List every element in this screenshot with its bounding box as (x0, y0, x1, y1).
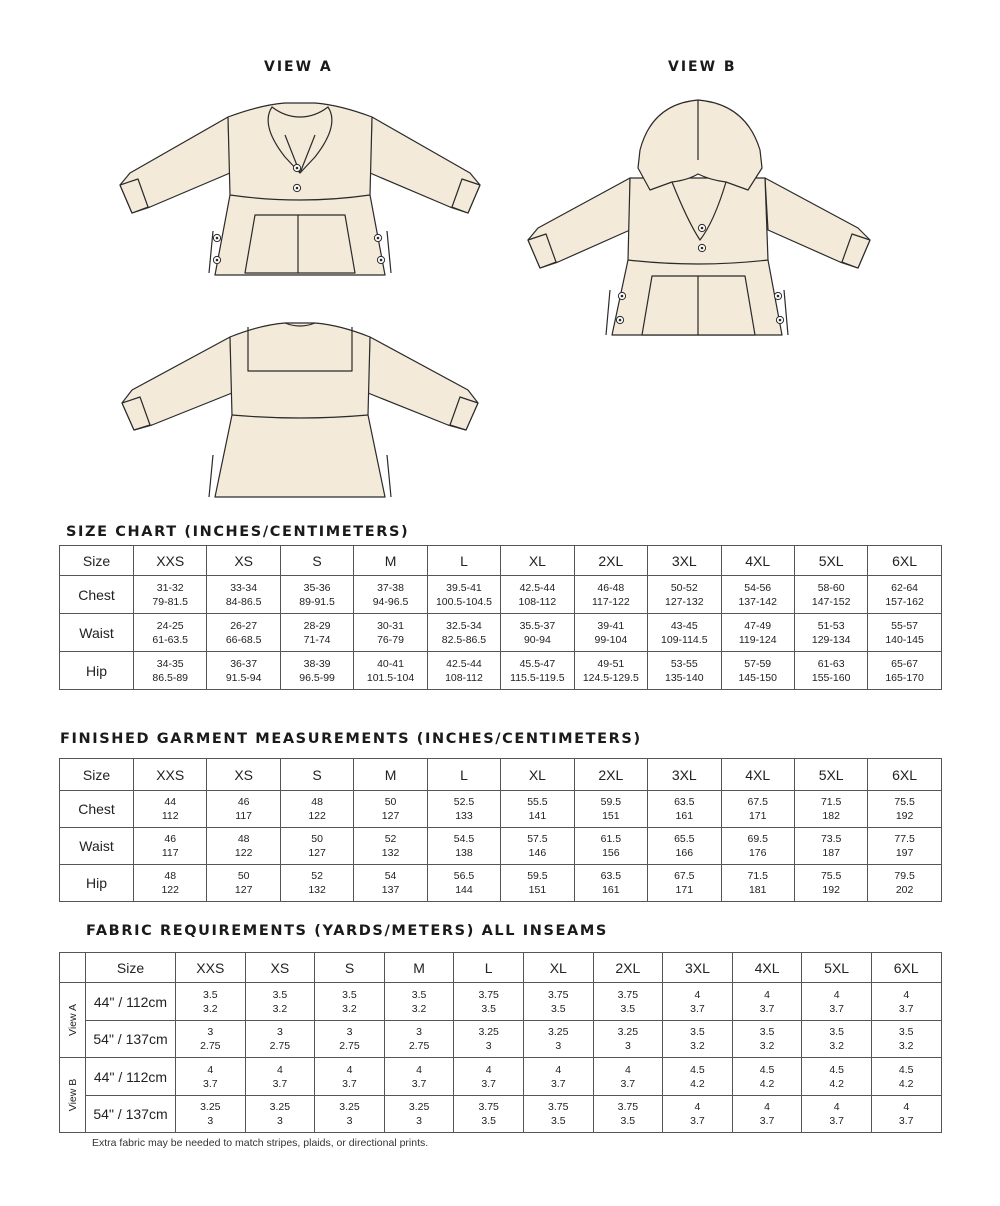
fabric-cell: 4 3.7 (384, 1058, 454, 1096)
size-cell: 45.5-47 115.5-119.5 (501, 652, 574, 690)
fabric-cell: 4 3.7 (871, 983, 941, 1021)
size-cell: 44 112 (134, 791, 207, 828)
size-s-header: S (315, 953, 385, 983)
fabric-row-view-b-44 (60, 1058, 942, 1096)
size-cell: 24-25 61-63.5 (134, 614, 207, 652)
finished-title: FINISHED GARMENT MEASUREMENTS (INCHES/CENTIMETERS) (60, 731, 642, 747)
view-a-label: VIEW A (264, 59, 333, 75)
size-cell: 50 127 (280, 828, 353, 865)
fabric-cell: 4 3.7 (802, 983, 872, 1021)
fabric-cell: 4 3.7 (802, 1096, 872, 1133)
row-label: 54" / 137cm (86, 1021, 176, 1058)
fabric-cell: 3.5 3.2 (732, 1021, 802, 1058)
fabric-footnote: Extra fabric may be needed to match stripes, plaids, or directional prints. (92, 1137, 429, 1149)
fabric-row-view-b-54 (60, 1096, 942, 1133)
size-chart-title: SIZE CHART (INCHES/CENTIMETERS) (66, 524, 410, 540)
fabric-corner-cell (60, 953, 86, 983)
row-label: Waist (60, 828, 134, 865)
size-cell: 50 127 (207, 865, 280, 902)
fabric-cell: 3.25 3 (593, 1021, 663, 1058)
size-cell: 35-36 89-91.5 (280, 576, 353, 614)
fabric-cell: 3 2.75 (315, 1021, 385, 1058)
size-cell: 28-29 71-74 (280, 614, 353, 652)
fabric-cell: 4 3.7 (454, 1058, 524, 1096)
fabric-cell: 3.25 3 (176, 1096, 246, 1133)
size-xxs-header: XXS (134, 759, 207, 791)
fabric-cell: 3.25 3 (454, 1021, 524, 1058)
size-cell: 56.5 144 (427, 865, 500, 902)
size-cell: 55.5 141 (501, 791, 574, 828)
finished-header-row (60, 759, 942, 791)
size-chart-header-row (60, 546, 942, 576)
size-5xl-header: 5XL (794, 759, 867, 791)
size-header-label: Size (86, 953, 176, 983)
size-cell: 53-55 135-140 (648, 652, 721, 690)
size-cell: 36-37 91.5-94 (207, 652, 280, 690)
size-chart-row-hip (60, 652, 942, 690)
size-cell: 58-60 147-152 (794, 576, 867, 614)
finished-row-chest (60, 791, 942, 828)
fabric-cell: 3.25 3 (384, 1096, 454, 1133)
size-3xl-header: 3XL (663, 953, 733, 983)
finished-row-hip (60, 865, 942, 902)
size-cell: 30-31 76-79 (354, 614, 427, 652)
size-cell: 61-63 155-160 (794, 652, 867, 690)
size-cell: 54.5 138 (427, 828, 500, 865)
fabric-cell: 4 3.7 (732, 1096, 802, 1133)
fabric-header-row (60, 953, 942, 983)
row-label: Waist (60, 614, 134, 652)
size-cell: 48 122 (207, 828, 280, 865)
view-b-group-label: View B (60, 1058, 86, 1133)
size-cell: 54-56 137-142 (721, 576, 794, 614)
size-4xl-header: 4XL (732, 953, 802, 983)
finished-row-waist (60, 828, 942, 865)
size-l-header: L (427, 546, 500, 576)
fabric-cell: 3.25 3 (523, 1021, 593, 1058)
size-cell: 57-59 145-150 (721, 652, 794, 690)
fabric-cell: 4 3.7 (593, 1058, 663, 1096)
size-cell: 48 122 (280, 791, 353, 828)
size-l-header: L (427, 759, 500, 791)
size-2xl-header: 2XL (593, 953, 663, 983)
fabric-row-view-a-44 (60, 983, 942, 1021)
fabric-cell: 4 3.7 (315, 1058, 385, 1096)
size-cell: 69.5 176 (721, 828, 794, 865)
fabric-cell: 3.75 3.5 (593, 1096, 663, 1133)
size-cell: 42.5-44 108-112 (501, 576, 574, 614)
size-cell: 65-67 165-170 (868, 652, 941, 690)
size-cell: 35.5-37 90-94 (501, 614, 574, 652)
size-cell: 50 127 (354, 791, 427, 828)
size-cell: 54 137 (354, 865, 427, 902)
size-cell: 34-35 86.5-89 (134, 652, 207, 690)
size-header-label: Size (60, 546, 134, 576)
size-2xl-header: 2XL (574, 759, 647, 791)
fabric-cell: 3.25 3 (315, 1096, 385, 1133)
size-chart-row-waist (60, 614, 942, 652)
fabric-cell: 3.5 3.2 (663, 1021, 733, 1058)
size-m-header: M (354, 759, 427, 791)
size-cell: 37-38 94-96.5 (354, 576, 427, 614)
fabric-cell: 3.5 3.2 (315, 983, 385, 1021)
size-6xl-header: 6XL (868, 546, 941, 576)
fabric-row-view-a-54 (60, 1021, 942, 1058)
size-cell: 39.5-41 100.5-104.5 (427, 576, 500, 614)
size-5xl-header: 5XL (802, 953, 872, 983)
size-xxs-header: XXS (176, 953, 246, 983)
size-4xl-header: 4XL (721, 759, 794, 791)
fabric-cell: 4 3.7 (663, 983, 733, 1021)
view-a-front-drawing (110, 95, 490, 290)
row-label: 54" / 137cm (86, 1096, 176, 1133)
fabric-cell: 3.75 3.5 (454, 1096, 524, 1133)
size-cell: 71.5 182 (794, 791, 867, 828)
size-cell: 52 132 (354, 828, 427, 865)
fabric-cell: 4 3.7 (871, 1096, 941, 1133)
size-cell: 57.5 146 (501, 828, 574, 865)
size-cell: 31-32 79-81.5 (134, 576, 207, 614)
size-xs-header: XS (207, 546, 280, 576)
fabric-table (59, 952, 942, 1133)
size-cell: 63.5 161 (648, 791, 721, 828)
fabric-cell: 4 3.7 (732, 983, 802, 1021)
size-6xl-header: 6XL (868, 759, 941, 791)
size-xs-header: XS (245, 953, 315, 983)
size-chart-table (59, 545, 942, 690)
size-cell: 75.5 192 (794, 865, 867, 902)
size-m-header: M (384, 953, 454, 983)
size-cell: 77.5 197 (868, 828, 941, 865)
size-cell: 47-49 119-124 (721, 614, 794, 652)
size-cell: 59.5 151 (574, 791, 647, 828)
fabric-cell: 4 3.7 (245, 1058, 315, 1096)
size-cell: 51-53 129-134 (794, 614, 867, 652)
view-a-back-drawing (110, 315, 490, 505)
fabric-cell: 4 3.7 (663, 1096, 733, 1133)
size-s-header: S (280, 546, 353, 576)
size-5xl-header: 5XL (794, 546, 867, 576)
size-cell: 32.5-34 82.5-86.5 (427, 614, 500, 652)
fabric-cell: 3.5 3.2 (176, 983, 246, 1021)
fabric-cell: 3.5 3.2 (384, 983, 454, 1021)
fabric-cell: 4.5 4.2 (663, 1058, 733, 1096)
fabric-cell: 4.5 4.2 (871, 1058, 941, 1096)
fabric-cell: 3 2.75 (176, 1021, 246, 1058)
size-cell: 40-41 101.5-104 (354, 652, 427, 690)
fabric-cell: 3.5 3.2 (802, 1021, 872, 1058)
size-cell: 33-34 84-86.5 (207, 576, 280, 614)
size-cell: 50-52 127-132 (648, 576, 721, 614)
size-cell: 79.5 202 (868, 865, 941, 902)
size-xxs-header: XXS (134, 546, 207, 576)
size-cell: 75.5 192 (868, 791, 941, 828)
size-l-header: L (454, 953, 524, 983)
size-cell: 26-27 66-68.5 (207, 614, 280, 652)
size-cell: 46 117 (207, 791, 280, 828)
fabric-cell: 4.5 4.2 (732, 1058, 802, 1096)
row-label: 44" / 112cm (86, 1058, 176, 1096)
size-2xl-header: 2XL (574, 546, 647, 576)
fabric-cell: 3 2.75 (384, 1021, 454, 1058)
size-xl-header: XL (501, 759, 574, 791)
view-b-label: VIEW B (668, 59, 737, 75)
fabric-cell: 4 3.7 (523, 1058, 593, 1096)
size-cell: 67.5 171 (721, 791, 794, 828)
size-cell: 71.5 181 (721, 865, 794, 902)
size-cell: 63.5 161 (574, 865, 647, 902)
size-chart-row-chest (60, 576, 942, 614)
row-label: Hip (60, 652, 134, 690)
fabric-title: FABRIC REQUIREMENTS (YARDS/METERS) ALL INSEAMS (86, 923, 608, 939)
row-label: Chest (60, 791, 134, 828)
fabric-cell: 3.75 3.5 (454, 983, 524, 1021)
size-3xl-header: 3XL (648, 759, 721, 791)
size-cell: 52.5 133 (427, 791, 500, 828)
row-label: 44" / 112cm (86, 983, 176, 1021)
size-cell: 73.5 187 (794, 828, 867, 865)
fabric-cell: 4.5 4.2 (802, 1058, 872, 1096)
size-header-label: Size (60, 759, 134, 791)
fabric-cell: 3.5 3.2 (871, 1021, 941, 1058)
size-cell: 59.5 151 (501, 865, 574, 902)
size-cell: 46 117 (134, 828, 207, 865)
fabric-cell: 3 2.75 (245, 1021, 315, 1058)
row-label: Hip (60, 865, 134, 902)
size-xl-header: XL (501, 546, 574, 576)
fabric-cell: 3.75 3.5 (523, 983, 593, 1021)
size-cell: 65.5 166 (648, 828, 721, 865)
size-cell: 39-41 99-104 (574, 614, 647, 652)
size-cell: 49-51 124.5-129.5 (574, 652, 647, 690)
size-cell: 46-48 117-122 (574, 576, 647, 614)
view-b-drawing (520, 90, 890, 350)
size-m-header: M (354, 546, 427, 576)
size-cell: 48 122 (134, 865, 207, 902)
fabric-cell: 4 3.7 (176, 1058, 246, 1096)
row-label: Chest (60, 576, 134, 614)
size-cell: 55-57 140-145 (868, 614, 941, 652)
fabric-cell: 3.5 3.2 (245, 983, 315, 1021)
fabric-cell: 3.75 3.5 (593, 983, 663, 1021)
size-cell: 67.5 171 (648, 865, 721, 902)
size-cell: 62-64 157-162 (868, 576, 941, 614)
size-cell: 43-45 109-114.5 (648, 614, 721, 652)
size-s-header: S (280, 759, 353, 791)
size-cell: 42.5-44 108-112 (427, 652, 500, 690)
size-cell: 52 132 (280, 865, 353, 902)
size-xl-header: XL (523, 953, 593, 983)
size-3xl-header: 3XL (648, 546, 721, 576)
fabric-cell: 3.25 3 (245, 1096, 315, 1133)
size-xs-header: XS (207, 759, 280, 791)
size-4xl-header: 4XL (721, 546, 794, 576)
size-cell: 38-39 96.5-99 (280, 652, 353, 690)
size-6xl-header: 6XL (871, 953, 941, 983)
finished-table (59, 758, 942, 902)
size-cell: 61.5 156 (574, 828, 647, 865)
view-a-group-label: View A (60, 983, 86, 1058)
fabric-cell: 3.75 3.5 (523, 1096, 593, 1133)
